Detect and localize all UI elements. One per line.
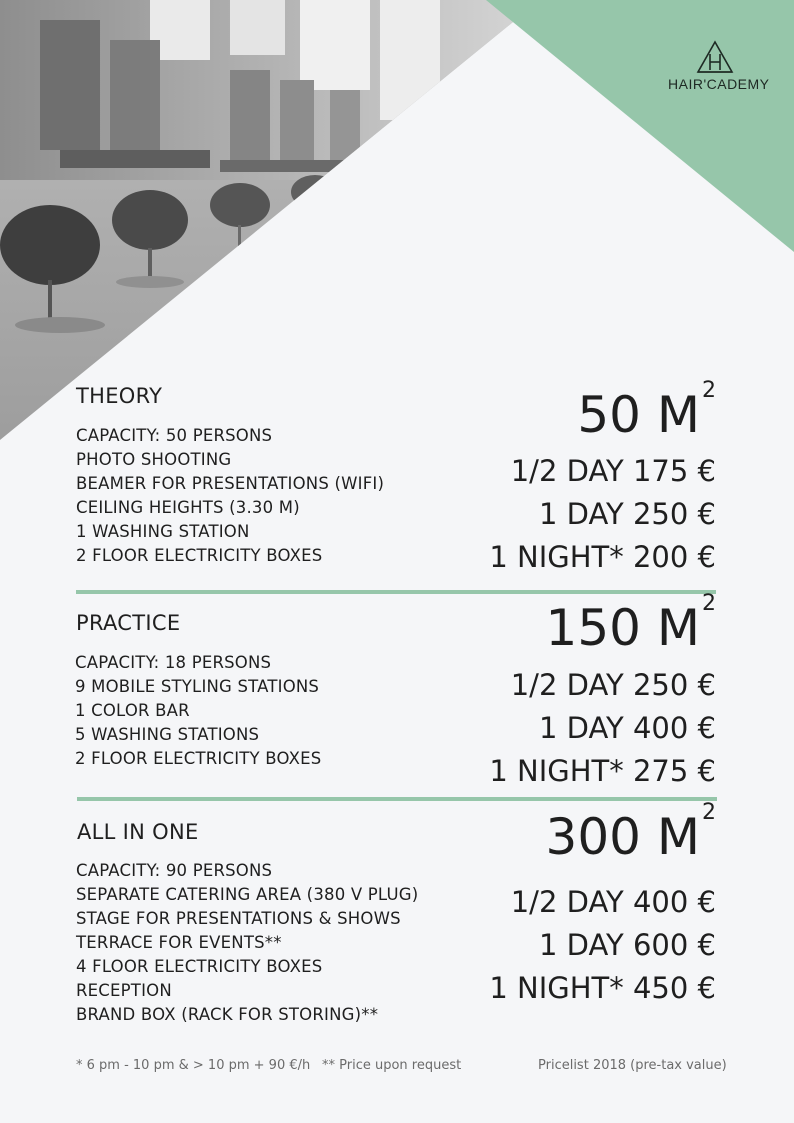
- feature-item: 5 WASHING STATIONS: [75, 725, 260, 744]
- area-unit-superscript: 2: [702, 800, 716, 825]
- price-half-day: 1/2 DAY 175 €: [510, 454, 716, 488]
- feature-item: CAPACITY: 90 PERSONS: [76, 861, 273, 880]
- logo-text: HAIR'CADEMY: [668, 76, 770, 92]
- area-size: [577, 378, 716, 444]
- feature-item: STAGE FOR PRESENTATIONS & SHOWS: [76, 909, 401, 928]
- price-night: 1 NIGHT* 200 €: [489, 540, 716, 574]
- feature-item: 2 FLOOR ELECTRICITY BOXES: [76, 546, 323, 565]
- footer-pricelist: Pricelist 2018 (pre-tax value): [538, 1058, 727, 1073]
- area-value: 150 M: [545, 599, 700, 657]
- feature-list: [75, 651, 321, 771]
- feature-item: CAPACITY: 18 PERSONS: [75, 653, 272, 672]
- feature-item: 1 COLOR BAR: [75, 701, 190, 720]
- logo-icon: [695, 40, 735, 74]
- area-unit-superscript: 2: [702, 378, 716, 403]
- brand-logo: [668, 40, 770, 92]
- footer-note-request: ** Price upon request: [322, 1058, 462, 1073]
- price-night: 1 NIGHT* 275 €: [489, 754, 716, 788]
- feature-item: 2 FLOOR ELECTRICITY BOXES: [75, 749, 322, 768]
- feature-item: SEPARATE CATERING AREA (380 V PLUG): [76, 885, 419, 904]
- section-practice: [75, 591, 716, 796]
- feature-item: PHOTO SHOOTING: [76, 450, 232, 469]
- area-value: 50 M: [577, 386, 700, 444]
- price-half-day: 1/2 DAY 400 €: [510, 885, 716, 919]
- feature-list: [76, 859, 418, 1027]
- feature-item: TERRACE FOR EVENTS**: [76, 933, 282, 952]
- price-night: 1 NIGHT* 450 €: [489, 971, 716, 1005]
- section-divider: [77, 797, 717, 801]
- feature-item: 1 WASHING STATION: [76, 522, 250, 541]
- feature-item: CAPACITY: 50 PERSONS: [76, 426, 273, 445]
- area-unit-superscript: 2: [702, 591, 716, 616]
- price-full-day: 1 DAY 250 €: [538, 497, 716, 531]
- feature-item: BRAND BOX (RACK FOR STORING)**: [76, 1005, 379, 1024]
- section-title: PRACTICE: [76, 611, 181, 635]
- price-list: [489, 881, 716, 1010]
- price-list: [489, 664, 716, 793]
- price-half-day: 1/2 DAY 250 €: [510, 668, 716, 702]
- footer-note-night: * 6 pm - 10 pm & > 10 pm + 90 €/h: [76, 1058, 311, 1073]
- section-title: THEORY: [76, 384, 163, 408]
- feature-item: RECEPTION: [76, 981, 172, 1000]
- feature-item: CEILING HEIGHTS (3.30 M): [76, 498, 300, 517]
- area-value: 300 M: [545, 808, 700, 866]
- section-theory: [76, 378, 716, 584]
- section-all-in-one: [76, 800, 716, 1030]
- area-size: [545, 800, 716, 866]
- feature-list: [76, 424, 384, 568]
- price-full-day: 1 DAY 600 €: [538, 928, 716, 962]
- price-list: [489, 450, 716, 579]
- section-title: ALL IN ONE: [77, 820, 199, 844]
- area-size: [545, 591, 716, 657]
- price-full-day: 1 DAY 400 €: [538, 711, 716, 745]
- feature-item: BEAMER FOR PRESENTATIONS (WIFI): [76, 474, 385, 493]
- section-divider: [76, 590, 716, 594]
- feature-item: 4 FLOOR ELECTRICITY BOXES: [76, 957, 323, 976]
- feature-item: 9 MOBILE STYLING STATIONS: [75, 677, 320, 696]
